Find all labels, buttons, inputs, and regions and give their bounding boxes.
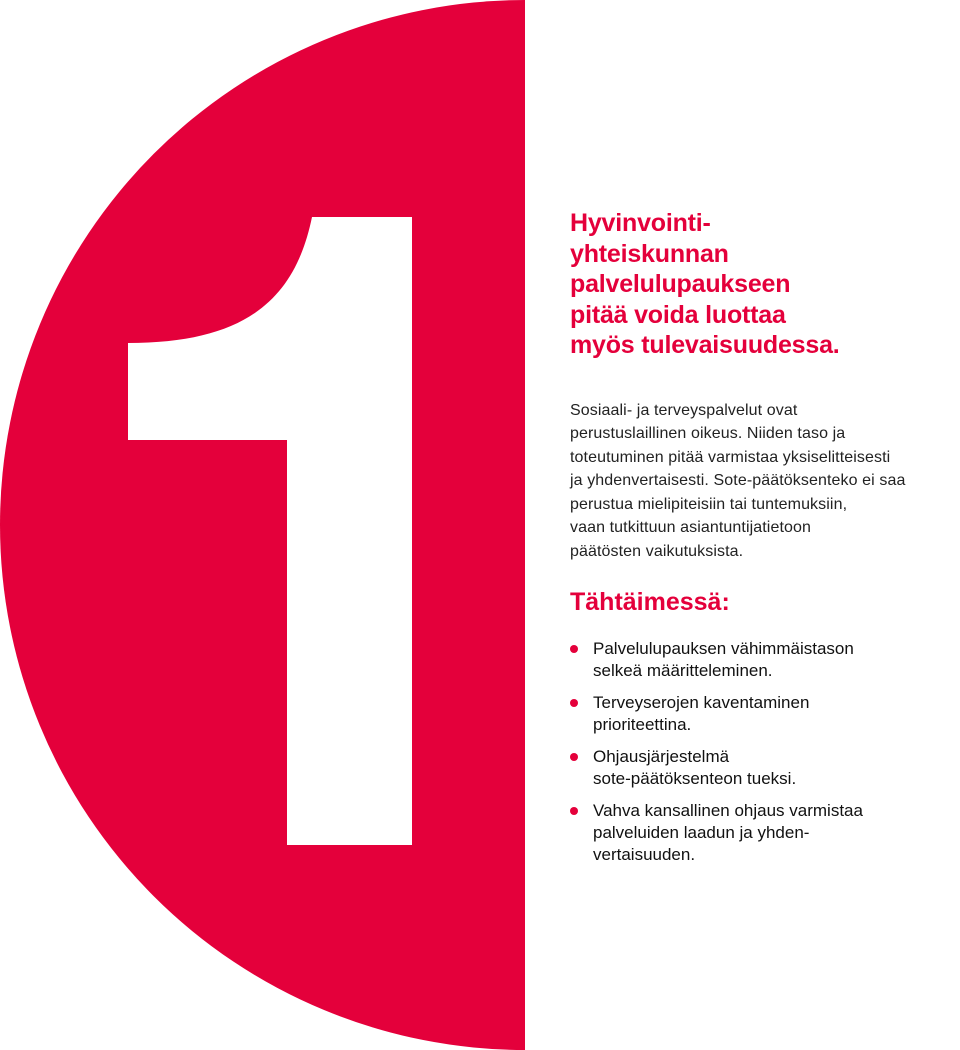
heading-line: Hyvinvointi- [570,209,711,237]
goal-item [570,746,958,790]
heading-line: myös tulevaisuudessa. [570,331,840,359]
intro-line: vaan tutkittuun asiantuntijatietoon [570,519,811,536]
intro-line: Sosiaali- ja terveyspalvelut ovat [570,401,798,419]
goals-list [570,638,958,866]
intro-line: perustuslaillinen oikeus. Niiden taso ja [570,425,846,442]
goal-text: Palvelulupauksen vähimmäistason selkeä määritteleminen. [593,639,854,680]
goal-text: Terveyserojen kaventaminen prioriteettina. [593,693,810,734]
heading-line: pitää voida luottaa [570,300,786,329]
goal-item [570,692,958,736]
bullet-icon [570,753,578,761]
intro-paragraph [570,399,958,564]
bullet-icon [570,699,578,707]
page-heading [570,208,958,361]
goals-heading: Tähtäimessä: [570,588,730,616]
bullet-icon [570,645,578,653]
text-column [570,208,958,876]
intro-line: toteutuminen pitää varmistaa yksiselitteisesti [570,448,891,466]
heading-line: yhteiskunnan [570,239,729,268]
goal-item [570,638,958,682]
bullet-icon [570,807,578,815]
heading-line: palvelulupaukseen [570,270,791,298]
intro-line: ja yhdenvertaisesti. Sote-päätöksenteko ei saa [570,472,906,489]
goal-item [570,800,958,866]
intro-line: päätösten vaikutuksista. [570,542,744,560]
goal-text: Ohjausjärjestelmä sote-päätöksenteon tueksi. [593,747,797,788]
intro-line: perustua mielipiteisiin tai tuntemuksiin, [570,495,848,513]
goal-text: Vahva kansallinen ohjaus varmistaa palveluiden laadun ja yhden- vertaisuuden. [593,801,863,864]
